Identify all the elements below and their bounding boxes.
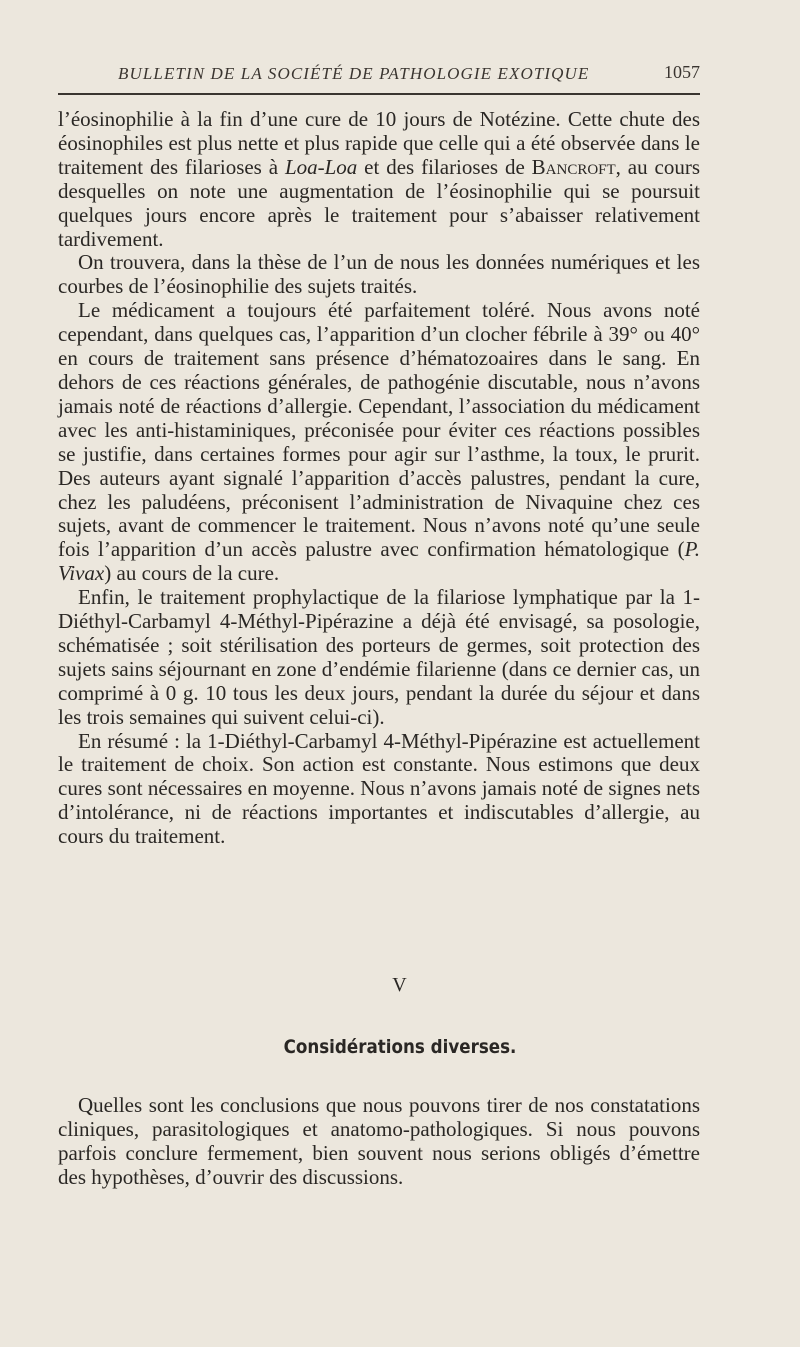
paragraph-5: En résumé : la 1-Diéthyl-Carbamyl 4-Méthyl-Pipérazine est actuellement le traitement de choix. Son action est constante. Nous estimons que deux cures sont nécessaires en moyenne. Nous n’avons jamais noté de signes nets d’intolérance, ni de réactions importantes et indiscutables d’allergie, au cours du traitement. — [58, 728, 700, 849]
running-head — [58, 62, 700, 86]
paragraph-3-text-a: Le médicament a toujours été parfaitement toléré. Nous avons noté cependant, dans quelques cas, l’apparition d’un clocher fébrile à 39° ou 40° en cours de traitement sans présence d’hématozoaires dans le sang. En dehors de ces réactions générales, de pathogénie discutable, nous n’avons jamais noté de réactions d’allergie. Cependant, l’association du médicament avec les anti-histaminiques, préconisée pour éviter ces réactions possibles se justifie, dans certaines formes pour agir sur l’asthme, la toux, le prurit. Des auteurs ayant signalé l’apparition d’accès palustres, pendant la cure, chez les paludéens, préconisent l’administration de Nivaquine chez ces sujets, avant de commencer le traitement. Nous n’avons noté qu’une seule fois l’apparition d’un accès palustre avec confirmation hématologique ( — [58, 298, 700, 562]
p-vivax-term: P. Vivax — [58, 537, 700, 586]
paragraph-1-text-a: l’éosinophilie à la fin d’une cure de 10 jours de Notézine. Cette chute des éosinophiles est plus nette et plus rapide que celle qui a été observée dans le traitement des filarioses à — [58, 107, 700, 179]
header-rule — [58, 93, 700, 95]
paragraph-4: Enfin, le traitement prophylactique de la filariose lymphatique par la 1-Diéthyl-Carbamyl 4-Méthyl-Pipérazine a déjà été envisagé, sa posologie, schématisée ; soit stérilisation des porteurs de germes, soit protection des sujets sains séjournant en zone d’endémie filarienne (dans ce dernier cas, un comprimé à 0 g. 10 tous les deux jours, pendant la durée du séjour et dans les trois semaines qui suivent celui-ci). — [58, 585, 700, 729]
bancroft-name: Bancroft — [531, 154, 616, 179]
loa-loa-term: Loa-Loa — [284, 154, 358, 179]
closing-paragraph: Quelles sont les conclusions que nous pouvons tirer de nos constatations cliniques, parasitologiques et anatomo-pathologiques. Si nous pouvons parfois conclure fermement, bien souvent nous serions obligés d’émettre des hypothèses, d’ouvrir des discussions. — [58, 1093, 700, 1189]
running-title: BULLETIN DE LA SOCIÉTÉ DE PATHOLOGIE EXOTIQUE — [118, 64, 590, 83]
paragraph-1-text-b: et des filarioses de — [357, 154, 532, 179]
paragraph-3-text-b: ) au cours de la cure. — [104, 561, 280, 586]
closing-text — [58, 1093, 700, 1189]
paragraph-3 — [58, 299, 700, 586]
paragraph-1-text-c: , au cours desquelles on note une augmentation de l’éosinophilie qui se poursuit quelques jours encore après le traitement pour s’abaisser relativement tardivement. — [58, 154, 700, 251]
section-number: V — [392, 974, 408, 996]
paragraph-2: On trouvera, dans la thèse de l’un de nous les données numériques et les courbes de l’éosinophilie des sujets traités. — [58, 250, 700, 299]
paragraph-1 — [58, 108, 700, 251]
section-title: Considérations diverses. — [283, 1036, 517, 1058]
body-text — [58, 108, 700, 849]
page-number: 1057 — [664, 62, 700, 82]
